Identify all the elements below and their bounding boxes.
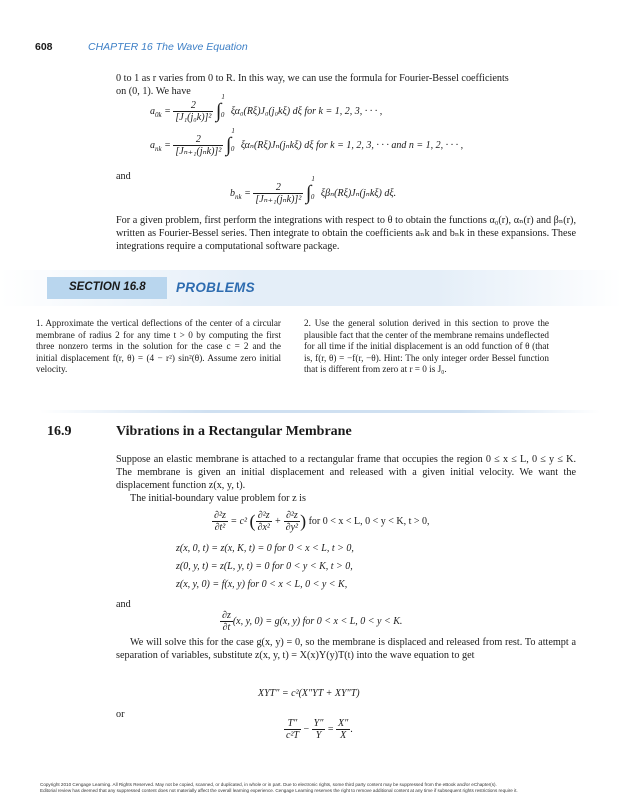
copyright-line-2: Editorial review has deemed that any suppressed content does not materially affect the overall learning experience. Cengage Learning reserves the right to remove additional content at any time if subsequent rights restrictions require it.: [40, 788, 518, 793]
initial-condition-2: $\frac{\partial z}{\partial t}$ (x, y, 0) = g(x, y) for 0 < x < L, 0 < y < K.: [222, 610, 403, 633]
initial-condition-1: z(x, y, 0) = f(x, y) for 0 < x < L, 0 < y < K,: [176, 579, 348, 590]
copyright-footer: [40, 782, 610, 794]
boundary-condition-1: z(x, 0, t) = z(x, K, t) = 0 for 0 < x < L, t > 0,: [176, 543, 354, 554]
separated-ratio-equation: $\frac{T''}{\text{c²T}}$ − $\frac{Y''}{Y}$ = $\frac{X''}{X}$ .: [286, 718, 353, 741]
section-divider: [40, 410, 600, 413]
section-number: 16.9: [47, 424, 72, 439]
intro-line-2: on (0, 1). We have: [116, 86, 191, 97]
page-number: 608: [35, 41, 53, 53]
equation-bnk: $b_{nk}$ = $\frac{2}{\text{[Jₙ₊₁(jₙk)]²}}$ ∫$^1_0$ ξβₙ(Rξ)Jₙ(jₙkξ) dξ.: [230, 175, 397, 205]
and-label-1: and: [116, 171, 131, 182]
section-paragraph-3: We will solve this for the case g(x, y) = 0, so the membrane is displaced and released from rest. To attempt a separation of variables, substitute z(x, y, t) = X(x)Y(y)T(t) into the wave equation to get: [116, 637, 576, 661]
or-label: or: [116, 709, 125, 720]
section-banner-title: PROBLEMS: [176, 280, 255, 295]
wave-equation: $\frac{\text{∂²z}}{\text{∂t²}}$ = c² ( $\frac{\text{∂²z}}{\text{∂x²}}$ + $\frac{\text{∂²z}}{\text{∂y²}}$ ) for 0 < x < L, 0 < y < K, t > 0,: [214, 510, 430, 533]
running-header: CHAPTER 16 The Wave Equation: [88, 41, 248, 53]
equation-ank: $a_{nk}$ = $\frac{2}{\text{[Jₙ₊₁(jₙk)]²}}$ ∫$^1_0$ ξαₙ(Rξ)Jₙ(jₙkξ) dξ for k = 1, 2, 3, · · · and n = 1, 2, · · · ,: [150, 127, 464, 157]
and-label-2: and: [116, 599, 131, 610]
section-paragraph-2: The initial-boundary value problem for z is: [130, 493, 306, 504]
equation-a0k: $a_{0k}$ = $\frac{2}{\text{[J₁(j₀k)]²}}$ ∫$^1_0$ ξα₀(Rξ)J₀(j₀kξ) dξ for k = 1, 2, 3, · · · ,: [150, 93, 383, 123]
copyright-line-1: Copyright 2010 Cengage Learning. All Rights Reserved. May not be copied, scanned, or duplicated, in whole or in part. Due to electronic rights, some third party content may be suppressed from the eBook and/or eChapter(s).: [40, 782, 497, 787]
problem-2: 2. Use the general solution derived in this section to prove the plausible fact that the center of the membrane remains undeflected for all time if the initial displacement is an odd function of θ (that is, f(r, θ) = −f(r, −θ). Hint: The only integer order Bessel function that is different from zero at r = 0 is J₀.: [304, 318, 549, 375]
problem-1: 1. Approximate the vertical deflections of the center of a circular membrane of radius 2 for any time t > 0 by computing the first three nonzero terms in the solution for the case c = 2 and the initial displacement f(r, θ) = (4 − r²) sin²(θ). Assume zero initial velocity.: [36, 318, 281, 375]
intro-line-1: 0 to 1 as r varies from 0 to R. In this way, we can use the formula for Fourier-Bessel coefficients: [116, 73, 509, 84]
section-label: SECTION 16.8: [69, 281, 146, 293]
section-paragraph-1: Suppose an elastic membrane is attached to a rectangular frame that occupies the region 0 ≤ x ≤ L, 0 ≤ y ≤ K. The membrane is given an initial displacement and released with a given initial velocity. We want the displacement function z(x, y, t).: [116, 454, 576, 491]
section-title: Vibrations in a Rectangular Membrane: [116, 424, 352, 439]
separation-equation: XYT″ = c²(X″YT + XY″T): [258, 688, 360, 699]
intro-paragraph: For a given problem, first perform the integrations with respect to θ to obtain the functions α₀(r), αₙ(r) and βₙ(r), written as Fourier-Bessel series. Then integrate to obtain the coefficients aₙk and bₙk in these expansions. These integrations require a computational software package.: [116, 215, 576, 252]
boundary-condition-2: z(0, y, t) = z(L, y, t) = 0 for 0 < y < K, t > 0,: [176, 561, 353, 572]
